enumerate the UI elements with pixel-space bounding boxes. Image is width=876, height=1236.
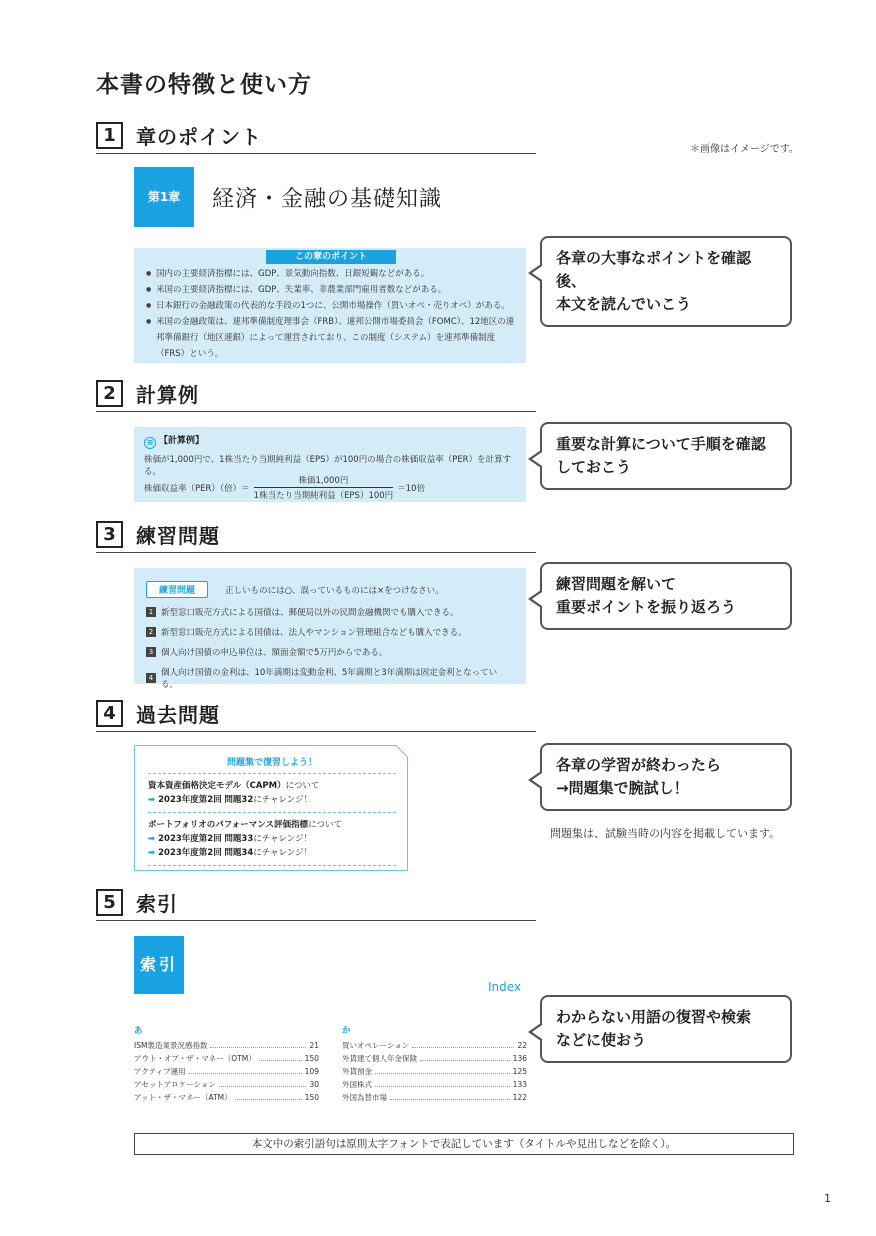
index-page: 150 — [304, 1093, 319, 1102]
index-page: 30 — [309, 1080, 319, 1089]
chapter-badge: 第1章 — [134, 167, 194, 227]
arrow-right-icon: ➡ — [148, 834, 156, 844]
index-row — [342, 1078, 527, 1091]
formula-left: 株価収益率（PER）（倍）＝ — [144, 483, 250, 494]
index-term: アウト・オブ・ザ・マネー（OTM） — [134, 1054, 256, 1063]
index-term: 買いオペレーション — [342, 1041, 410, 1050]
callout-line: 各章の大事なポイントを確認後、 — [556, 249, 752, 290]
divider — [148, 773, 396, 774]
topic-bold: ポートフォリオのパフォーマンス評価指標 — [148, 820, 309, 830]
past-topic — [148, 818, 396, 832]
link-question: 問題33 — [224, 834, 254, 844]
point-item: ● 国内の主要経済指標には、GDP、景気動向指数、日銀短観などがある。 — [146, 266, 516, 282]
points-tag: この章のポイント — [266, 250, 396, 264]
link-suffix: にチャレンジ！ — [253, 848, 313, 858]
index-row — [134, 1052, 319, 1065]
topic-rest: について — [285, 781, 320, 791]
index-page: 125 — [512, 1067, 527, 1076]
index-term: アクティブ運用 — [134, 1067, 186, 1076]
callout-index — [540, 995, 792, 1063]
index-column-a — [134, 1024, 319, 1104]
topic-bold: 資本資産価格決定モデル（CAPM） — [148, 781, 286, 791]
question-number: 1 — [146, 607, 156, 617]
question-number: 2 — [146, 627, 156, 637]
section-title: 過去問題 — [136, 703, 220, 727]
section-title: 章のポイント — [136, 125, 262, 149]
callout-line: 重要な計算について手順を確認 — [556, 435, 766, 453]
index-term: 外国為替市場 — [342, 1093, 387, 1102]
practice-box — [134, 568, 526, 690]
callout-line: 各章の学習が終わったら — [556, 756, 721, 774]
index-row — [134, 1078, 319, 1091]
index-english-label: Index — [488, 980, 522, 994]
callout-line: しておこう — [556, 458, 632, 476]
callout-line: →問題集で腕試し！ — [556, 779, 689, 797]
practice-question — [146, 646, 514, 658]
callout-past — [540, 743, 792, 811]
question-number: 3 — [146, 647, 156, 657]
practice-question — [146, 606, 514, 618]
index-page: 150 — [304, 1054, 319, 1063]
practice-question — [146, 626, 514, 638]
link-question: 問題34 — [224, 848, 254, 858]
callout-line: 重要ポイントを振り返ろう — [556, 598, 737, 616]
link-question: 問題32 — [224, 795, 254, 805]
calc-example-box — [134, 427, 526, 502]
index-page: 21 — [309, 1041, 319, 1050]
index-row — [342, 1052, 527, 1065]
practice-tag: 練習問題 — [146, 581, 208, 598]
callout-line: などに使おう — [556, 1031, 647, 1049]
question-text: 個人向け国債の申込単位は、額面金額で5万円からである。 — [161, 648, 388, 658]
calculator-icon: ≡ — [144, 437, 156, 449]
question-text: 新型窓口販売方式による国債は、法人やマンション管理組合なども購入できる。 — [161, 628, 467, 638]
section-number: 5 — [96, 889, 123, 916]
formula-result: ＝10倍 — [397, 483, 426, 494]
point-item: ● 日本銀行の金融政策の代表的な手段の1つに、公開市場操作（買いオペ・売りオペ）がある。 — [146, 298, 516, 314]
link-suffix: にチャレンジ！ — [253, 834, 313, 844]
page-number: 1 — [824, 1192, 831, 1205]
callout-chapter-points — [540, 236, 792, 327]
index-row — [342, 1039, 527, 1052]
past-topic — [148, 779, 396, 793]
index-page: 136 — [512, 1054, 527, 1063]
arrow-right-icon: ➡ — [148, 795, 156, 805]
section-title: 練習問題 — [136, 524, 220, 548]
formula-fraction — [254, 474, 394, 501]
index-term: アット・ザ・マネー（ATM） — [134, 1093, 232, 1102]
callout-line: わからない用語の復習や検索 — [556, 1008, 752, 1026]
practice-instruction: 正しいものには○、誤っているものには×をつけなさい。 — [225, 586, 444, 596]
index-term: 外貨預金 — [342, 1067, 372, 1076]
index-badge: 索引 — [134, 936, 184, 994]
link-year: 2023年度第2回 — [158, 795, 222, 805]
section-number: 2 — [96, 380, 123, 407]
callout-line: 本文を読んでいこう — [556, 295, 692, 313]
callout-calc — [540, 422, 792, 490]
arrow-right-icon: ➡ — [148, 848, 156, 858]
index-column-head: か — [342, 1026, 351, 1036]
index-term: 外貨建て個人年金保険 — [342, 1054, 417, 1063]
past-content — [148, 755, 396, 871]
section-number: 3 — [96, 521, 123, 548]
callout-past-note: 問題集は、試験当時の内容を掲載しています。 — [550, 827, 781, 840]
divider — [148, 812, 396, 813]
calc-tag — [144, 433, 516, 449]
topic-rest: について — [308, 820, 342, 830]
index-term: ISM製造業景況感指数 — [134, 1041, 208, 1050]
index-row — [134, 1065, 319, 1078]
calc-tag-label: 【計算例】 — [159, 436, 205, 446]
past-link — [148, 846, 396, 860]
index-page: 109 — [304, 1067, 319, 1076]
calc-formula — [144, 474, 425, 501]
calc-text: 株価が1,000円で、1株当たり当期純利益（EPS）が100円の場合の株価収益率（PER）を計算する。 — [144, 455, 512, 477]
callout-line: 練習問題を解いて — [556, 575, 677, 593]
section-number: 1 — [96, 122, 123, 149]
question-text: 個人向け国債の金利は、10年満期は変動金利、5年満期と3年満期は固定金利となっている。 — [161, 668, 498, 690]
chapter-name: 経済・金融の基礎知識 — [212, 187, 443, 212]
index-row — [134, 1091, 319, 1104]
divider — [148, 865, 396, 866]
index-row — [342, 1091, 527, 1104]
section-4-heading — [96, 700, 536, 732]
link-year: 2023年度第2回 — [158, 848, 222, 858]
section-3-heading — [96, 521, 536, 553]
index-row — [134, 1039, 319, 1052]
image-note: ＊画像はイメージです。 — [690, 144, 799, 155]
footer-note: 本文中の索引語句は原則太字フォントで表記しています（タイトルや見出しなどを除く）。 — [134, 1133, 794, 1155]
index-page: 133 — [512, 1080, 527, 1089]
section-1-heading — [96, 122, 536, 154]
practice-question — [146, 666, 514, 690]
past-link — [148, 793, 396, 807]
index-column-head: あ — [134, 1026, 143, 1036]
formula-denominator: 1株当たり当期純利益（EPS）100円 — [253, 491, 394, 501]
index-page: 122 — [512, 1093, 527, 1102]
past-questions-box — [134, 745, 408, 871]
index-column-ka — [342, 1024, 527, 1104]
section-5-heading — [96, 889, 536, 921]
section-title: 索引 — [136, 892, 178, 916]
index-row — [342, 1065, 527, 1078]
section-title: 計算例 — [136, 383, 199, 407]
question-text: 新型窓口販売方式による国債は、郵便局以外の民間金融機関でも購入できる。 — [161, 608, 459, 618]
callout-practice — [540, 562, 792, 630]
point-item: ● 米国の主要経済指標には、GDP、失業率、非農業部門雇用者数などがある。 — [146, 282, 516, 298]
index-term: アセットアロケーション — [134, 1080, 216, 1089]
index-page: 22 — [517, 1041, 527, 1050]
formula-numerator: 株価1,000円 — [254, 474, 394, 488]
past-link — [148, 832, 396, 846]
question-number: 4 — [146, 673, 156, 683]
chapter-points-box — [134, 248, 526, 363]
section-number: 4 — [96, 700, 123, 727]
link-suffix: にチャレンジ！ — [253, 795, 313, 805]
link-year: 2023年度第2回 — [158, 834, 222, 844]
past-title: 問題集で復習しよう！ — [226, 758, 317, 768]
index-term: 外国株式 — [342, 1080, 372, 1089]
section-2-heading — [96, 380, 536, 412]
point-item: ● 米国の金融政策は、連邦準備制度理事会（FRB）、連邦公開市場委員会（FOMC）、12地区の連邦準備銀行（地区連銀）によって運営されており、この制度（システム）を連邦準備制度（FRS）という。 — [146, 314, 516, 362]
page-title: 本書の特徴と使い方 — [96, 72, 312, 98]
